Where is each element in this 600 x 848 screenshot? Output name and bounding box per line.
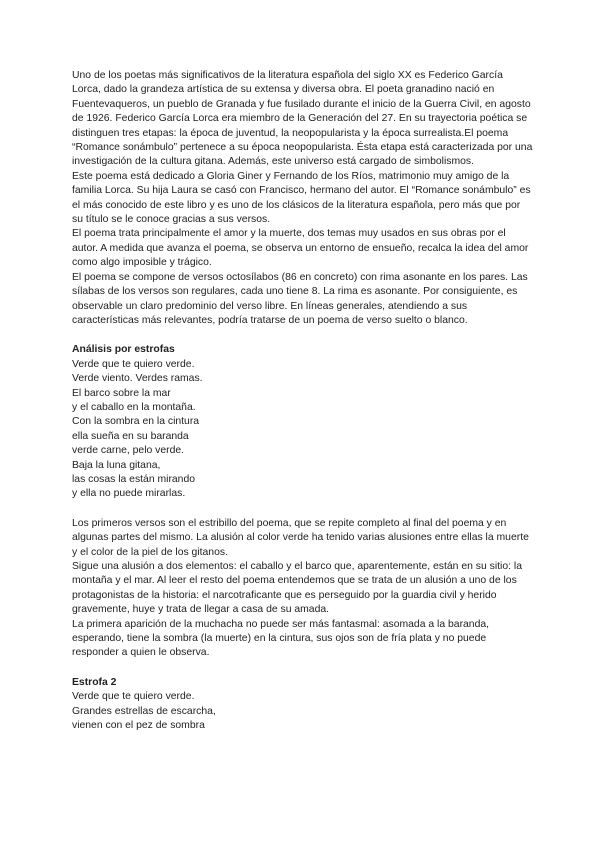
analysis-paragraph: La primera aparición de la muchacha no puede ser más fantasmal: asomada a la baranda, esperando, tiene la sombra (la muerte) en la cintura, sus ojos son de fría plata y no puede responder a quien le observa. xyxy=(72,618,490,659)
verse-line: y ella no puede mirarlas. xyxy=(72,488,186,500)
verse-line: ella sueña en su baranda xyxy=(72,430,189,442)
analysis-paragraph: Los primeros versos son el estribillo del poema, que se repite completo al final del poema y en algunas partes del mismo. La alusión al color verde ha tenido varias alusiones entre ellas la muerte y el color de la piel de los gitanos. xyxy=(72,517,529,558)
document-body xyxy=(72,69,534,733)
verse-line: Verde que te quiero verde. xyxy=(72,691,195,703)
verse-line: Verde viento. Verdes ramas. xyxy=(72,373,203,385)
spacer xyxy=(72,661,534,676)
verse-line: El barco sobre la mar xyxy=(72,387,171,399)
verse-line: Baja la luna gitana, xyxy=(72,459,161,471)
verse-line: Verde que te quiero verde. xyxy=(72,358,195,370)
intro-paragraph: Este poema está dedicado a Gloria Giner y Fernando de los Ríos, matrimonio muy amigo de la familia Lorca. Su hija Laura se casó con Francisco, hermano del autor. El “Romance sonámbulo” es el más conocido de este libro y es uno de los clásicos de la literatura española, pero más que por su título se le conoce gracias a sus versos. xyxy=(72,170,531,226)
stanza-2 xyxy=(72,690,534,733)
spacer xyxy=(72,328,534,343)
verse-line: las cosas la están mirando xyxy=(72,473,196,485)
section-heading-stanza-2: Estrofa 2 xyxy=(72,676,117,688)
verse-line: y el caballo en la montaña. xyxy=(72,401,196,413)
intro-paragraph: Uno de los poetas más significativos de la literatura española del siglo XX es Federico García Lorca, dado la grandeza artística de su extensa y diversa obra. El poeta granadino nació en Fuentevaqueros, un pueblo de Granada y fue fusilado durante el inicio de la Guerra Civil, en agosto de 1926. Federico García Lorca era miembro de la Generación del 27. En su trayectoria poética se distinguen tres etapas: la época de juventud, la neopopularista y la época surrealista.El poema “Romance sonámbulo” pertenece a su época neopopularista. Ésta etapa está caracterizada por una investigación de la cultura gitana. Además, este universo está cargado de simbolismos. xyxy=(72,70,533,168)
verse-line: verde carne, pelo verde. xyxy=(72,445,185,457)
section-heading-analysis: Análisis por estrofas xyxy=(72,344,175,356)
verse-line: vienen con el pez de sombra xyxy=(72,720,205,732)
verse-line: Con la sombra en la cintura xyxy=(72,416,200,428)
intro-paragraph: El poema se compone de versos octosílabos (86 en concreto) con rima asonante en los pares. Las sílabas de los versos son regulares, cada uno tiene 8. La rima es asonante. Por consiguiente, es observable un claro predominio del verso libre. En líneas generales, atendiendo a sus características más relevantes, podría tratarse de un poema de verso suelto o blanco. xyxy=(72,271,528,326)
intro-paragraph: El poema trata principalmente el amor y la muerte, dos temas muy usados en sus obras por el autor. A medida que avanza el poema, se observa un entorno de ensueño, recalca la idea del amor como algo imposible y trágico. xyxy=(72,228,529,269)
analysis-paragraph: Sigue una alusión a dos elementos: el caballo y el barco que, aparentemente, están en su sitio: la montaña y el mar. Al leer el resto del poema entendemos que se trata de un alusión a uno de los protagonistas de la historia: el narcotraficante que es perseguido por la guardia civil y herido gravemente, huye y trata de llegar a casa de su amada. xyxy=(72,561,522,616)
spacer xyxy=(72,502,534,517)
stanza-1 xyxy=(72,358,534,502)
verse-line: Grandes estrellas de escarcha, xyxy=(72,705,216,717)
